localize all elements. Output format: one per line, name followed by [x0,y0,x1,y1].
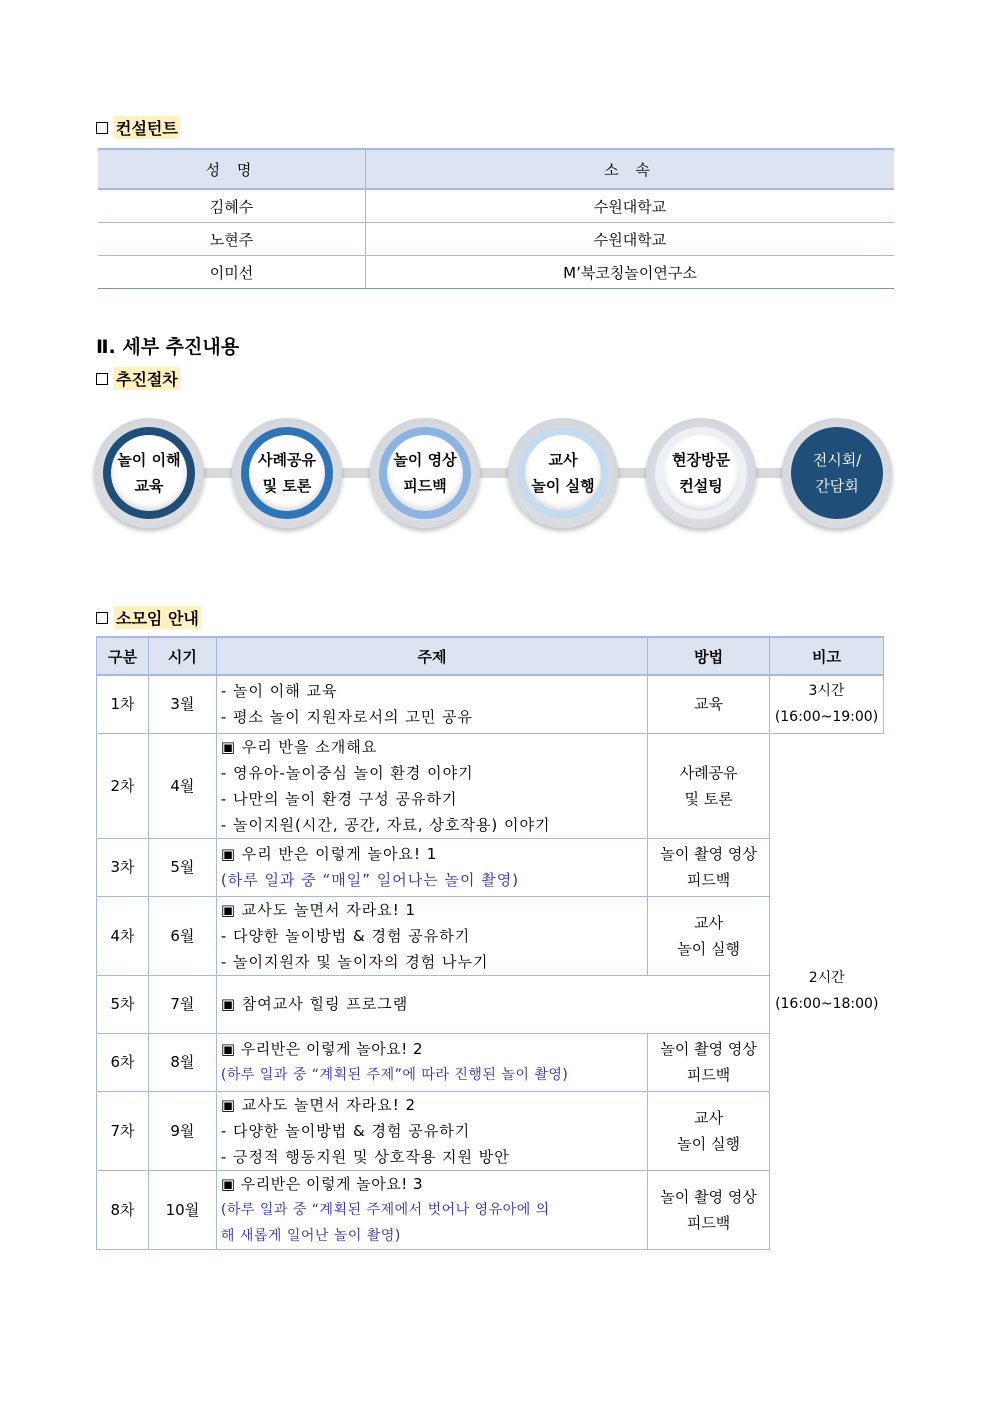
step-line2: 및 토론 [262,477,312,495]
row-topic [216,675,647,733]
header-affiliation: 소 속 [366,149,895,189]
topic-line: (하루 일과 중 “매일” 일어나는 놀이 촬영) [220,871,520,889]
row-note [769,733,883,1249]
row-method [648,1170,770,1249]
row-month: 6월 [148,896,216,975]
row-topic [216,1091,647,1170]
procedure-heading-label: 추진절차 [114,367,180,390]
topic-line: - 긍정적 행동지원 및 상호작용 지원 방안 [220,1147,510,1166]
process-step-1 [94,418,204,528]
consultant-heading [96,116,180,139]
row-month: 7월 [148,975,216,1033]
table-row [97,975,884,1033]
row-no: 7차 [97,1091,149,1170]
consultant-name: 이미선 [98,256,366,289]
topic-line: - 놀이 이해 교육 [220,682,338,701]
note-line: (16:00~18:00) [775,996,879,1013]
topic-line: (하루 일과 중 “계획된 주제에서 벗어나 영유아에 의 [220,1201,550,1218]
method-line: 놀이 실행 [677,939,740,958]
group-heading [96,606,201,629]
table-row [97,1170,884,1249]
step-line2: 컨설팅 [679,477,723,495]
consultant-heading-label: 컨설턴트 [114,116,180,139]
method-line: 피드백 [686,871,731,889]
step-line2: 간담회 [815,477,859,495]
process-step-5 [646,418,756,528]
row-no: 5차 [97,975,149,1033]
row-no: 1차 [97,675,149,733]
row-method [648,1033,770,1091]
topic-line: - 다양한 놀이방법 & 경험 공유하기 [220,926,471,945]
topic-line: - 놀이지원(시간, 공간, 자료, 상호작용) 이야기 [220,815,551,834]
process-step-4 [508,418,618,528]
header-name: 성 명 [98,149,366,189]
table-row [98,256,894,289]
row-month: 8월 [148,1033,216,1091]
topic-line: ▣ 우리 반은 이렇게 놀아요! 1 [220,845,438,863]
consultant-affiliation: 수원대학교 [366,189,895,223]
topic-line: (하루 일과 중 “계획된 주제”에 따라 진행된 놀이 촬영) [220,1067,569,1083]
topic-line: ▣ 교사도 놀면서 자라요! 1 [220,900,417,919]
note-line: (16:00~19:00) [774,709,879,726]
step-line2: 교육 [134,477,164,495]
method-line: 피드백 [686,1066,731,1084]
section-title: Ⅱ. 세부 추진내용 [96,336,240,358]
table-header-row [98,149,894,189]
topic-line: - 놀이지원자 및 놀이자의 경험 나누기 [220,952,489,971]
checkbox-square-icon [96,373,108,385]
header-method: 방법 [648,637,770,675]
method-line: 사례공유 [679,763,738,782]
row-topic [216,733,647,838]
method-line: 놀이 촬영 영상 [660,1187,757,1206]
checkbox-square-icon [96,612,108,624]
group-heading-label: 소모임 안내 [114,606,201,629]
row-method [648,838,770,896]
method-line: 피드백 [686,1213,731,1232]
row-month: 4월 [148,733,216,838]
checkbox-square-icon [96,122,108,134]
process-step-3 [370,418,480,528]
row-method [648,675,770,733]
table-row [97,1091,884,1170]
row-no: 3차 [97,838,149,896]
step-line1: 사례공유 [258,451,316,469]
process-flow [94,418,894,528]
row-month: 5월 [148,838,216,896]
topic-line: ▣ 교사도 놀면서 자라요! 2 [220,1095,417,1114]
step-line2: 피드백 [403,477,447,495]
row-method [648,896,770,975]
step-line2: 놀이 실행 [531,477,595,495]
note-line: 2시간 [808,970,845,987]
row-month: 3월 [148,675,216,733]
method-line: 놀이 촬영 영상 [660,845,757,863]
table-row [97,675,884,733]
method-line: 놀이 실행 [677,1134,740,1153]
step-line1: 놀이 영상 [393,451,457,469]
consultant-name: 김혜수 [98,189,366,223]
header-no: 구분 [97,637,149,675]
topic-line: - 영유아-놀이중심 놀이 환경 이야기 [220,763,474,782]
topic-line: ▣ 우리반은 이렇게 놀아요! 2 [220,1040,424,1058]
topic-line: ▣ 우리 반을 소개해요 [220,737,378,756]
table-header-row [97,637,884,675]
process-step-6 [782,418,892,528]
row-topic [216,838,647,896]
header-note: 비고 [769,637,883,675]
method-line: 및 토론 [684,789,733,808]
step-line1: 교사 [548,451,578,469]
step-line1: 현장방문 [672,451,730,469]
row-topic [216,1033,647,1091]
row-topic [216,975,769,1033]
row-no: 6차 [97,1033,149,1091]
topic-line: - 나만의 놀이 환경 구성 공유하기 [220,789,458,808]
header-topic: 주제 [216,637,647,675]
row-month: 9월 [148,1091,216,1170]
table-row [97,896,884,975]
step-line1: 전시회/ [812,451,862,469]
method-line: 교사 [694,1108,724,1127]
topic-line: ▣ 우리반은 이렇게 놀아요! 3 [220,1174,424,1193]
consultant-affiliation: 수원대학교 [366,223,895,256]
group-table [96,636,884,1250]
consultant-table [98,148,894,289]
row-note [769,675,883,733]
topic-line: 해 새롭게 일어난 놀이 촬영) [220,1227,401,1244]
table-row [97,838,884,896]
row-no: 8차 [97,1170,149,1249]
table-row [98,189,894,223]
method-line: 교사 [694,913,724,932]
note-line: 3시간 [808,683,845,700]
method-line: 교육 [694,695,724,714]
table-row [98,223,894,256]
table-row [97,733,884,838]
step-line1: 놀이 이해 [117,451,181,469]
row-topic [216,1170,647,1249]
row-month: 10월 [148,1170,216,1249]
table-row [97,1033,884,1091]
process-step-2 [232,418,342,528]
row-topic [216,896,647,975]
consultant-name: 노현주 [98,223,366,256]
consultant-affiliation: M’북코칭놀이연구소 [366,256,895,289]
topic-line: - 다양한 놀이방법 & 경험 공유하기 [220,1121,471,1140]
topic-line: - 평소 놀이 지원자로서의 고민 공유 [220,708,473,727]
row-method [648,1091,770,1170]
method-line: 놀이 촬영 영상 [660,1040,757,1058]
row-no: 4차 [97,896,149,975]
topic-line: ▣ 참여교사 힐링 프로그램 [220,995,409,1013]
procedure-heading [96,367,180,390]
row-no: 2차 [97,733,149,838]
row-method [648,733,770,838]
header-month: 시기 [148,637,216,675]
